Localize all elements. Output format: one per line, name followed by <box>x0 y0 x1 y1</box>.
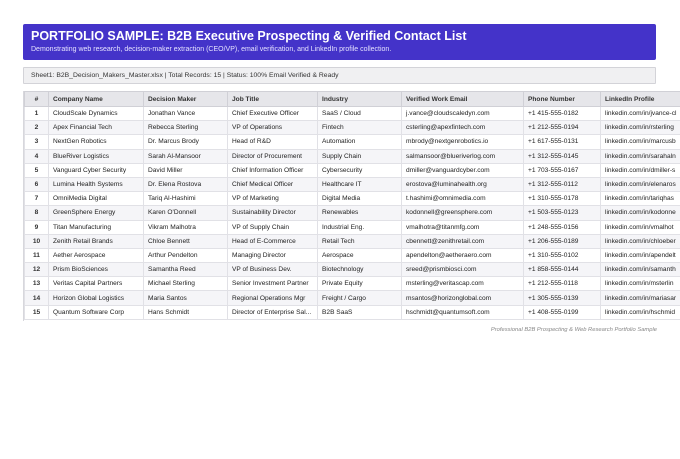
cell-decision-maker[interactable]: Chloe Bennett <box>144 234 228 248</box>
cell-job-title[interactable]: Chief Medical Officer <box>228 177 318 191</box>
cell-row-number[interactable]: 8 <box>25 206 49 220</box>
title-banner <box>23 24 656 60</box>
cell-company-name[interactable]: Veritas Capital Partners <box>49 277 144 291</box>
cell-work-email[interactable]: t.hashimi@omnimedia.com <box>402 192 524 206</box>
cell-phone-number[interactable]: +1 415-555-0182 <box>524 107 601 121</box>
column-header-job-title[interactable]: Job Title <box>228 92 318 107</box>
cell-industry[interactable]: Private Equity <box>318 277 402 291</box>
table-row[interactable] <box>25 149 680 163</box>
cell-row-number[interactable]: 5 <box>25 163 49 177</box>
cell-row-number[interactable]: 9 <box>25 220 49 234</box>
cell-decision-maker[interactable]: Sarah Al-Mansoor <box>144 149 228 163</box>
cell-company-name[interactable]: GreenSphere Energy <box>49 206 144 220</box>
cell-work-email[interactable]: csterling@apexfintech.com <box>402 121 524 135</box>
cell-decision-maker[interactable]: Tariq Al-Hashimi <box>144 192 228 206</box>
cell-decision-maker[interactable]: Michael Sterling <box>144 277 228 291</box>
cell-company-name[interactable]: Titan Manufacturing <box>49 220 144 234</box>
cell-job-title[interactable]: VP of Operations <box>228 121 318 135</box>
cell-phone-number[interactable]: +1 312-555-0112 <box>524 177 601 191</box>
page-title: PORTFOLIO SAMPLE: B2B Executive Prospecting & Verified Contact List <box>31 29 467 43</box>
table-row[interactable] <box>25 248 680 262</box>
cell-linkedin-profile[interactable]: linkedin.com/in/marcusb <box>601 135 680 149</box>
cell-phone-number[interactable]: +1 703-555-0167 <box>524 163 601 177</box>
cell-row-number[interactable]: 3 <box>25 135 49 149</box>
cell-row-number[interactable]: 11 <box>25 248 49 262</box>
table-row[interactable] <box>25 107 680 121</box>
cell-phone-number[interactable]: +1 858-555-0144 <box>524 263 601 277</box>
cell-job-title[interactable]: Head of R&D <box>228 135 318 149</box>
cell-company-name[interactable]: OmniMedia Digital <box>49 192 144 206</box>
contact-table <box>24 91 680 320</box>
cell-phone-number[interactable]: +1 617-555-0131 <box>524 135 601 149</box>
cell-linkedin-profile[interactable]: linkedin.com/in/hschmid <box>601 305 680 319</box>
table-row[interactable] <box>25 305 680 319</box>
table-row[interactable] <box>25 291 680 305</box>
cell-work-email[interactable]: cbennett@zenithretail.com <box>402 234 524 248</box>
cell-company-name[interactable]: Vanguard Cyber Security <box>49 163 144 177</box>
cell-work-email[interactable]: msterling@veritascap.com <box>402 277 524 291</box>
cell-phone-number[interactable]: +1 212-555-0194 <box>524 121 601 135</box>
cell-job-title[interactable]: VP of Marketing <box>228 192 318 206</box>
cell-company-name[interactable]: Zenith Retail Brands <box>49 234 144 248</box>
cell-decision-maker[interactable]: Arthur Pendelton <box>144 248 228 262</box>
column-header-industry[interactable]: Industry <box>318 92 402 107</box>
cell-row-number[interactable]: 2 <box>25 121 49 135</box>
cell-job-title[interactable]: Managing Director <box>228 248 318 262</box>
cell-industry[interactable]: Automation <box>318 135 402 149</box>
cell-company-name[interactable]: Horizon Global Logistics <box>49 291 144 305</box>
cell-decision-maker[interactable]: Jonathan Vance <box>144 107 228 121</box>
table-row[interactable] <box>25 220 680 234</box>
table-body <box>25 107 680 320</box>
cell-linkedin-profile[interactable]: linkedin.com/in/dmiller-s <box>601 163 680 177</box>
cell-industry[interactable]: Freight / Cargo <box>318 291 402 305</box>
cell-work-email[interactable]: salmansoor@blueriverlog.com <box>402 149 524 163</box>
table-row[interactable] <box>25 121 680 135</box>
table-row[interactable] <box>25 277 680 291</box>
cell-company-name[interactable]: CloudScale Dynamics <box>49 107 144 121</box>
cell-phone-number[interactable]: +1 312-555-0145 <box>524 149 601 163</box>
column-header-row-number[interactable]: # <box>25 92 49 107</box>
cell-linkedin-profile[interactable]: linkedin.com/in/mariasar <box>601 291 680 305</box>
page-subtitle: Demonstrating web research, decision-maker extraction (CEO/VP), email verification, and LinkedIn profile collection. <box>31 46 392 53</box>
cell-phone-number[interactable]: +1 206-555-0189 <box>524 234 601 248</box>
cell-decision-maker[interactable]: Samantha Reed <box>144 263 228 277</box>
cell-job-title[interactable]: Senior Investment Partner <box>228 277 318 291</box>
cell-job-title[interactable]: Head of E-Commerce <box>228 234 318 248</box>
cell-work-email[interactable]: hschmidt@quantumsoft.com <box>402 305 524 319</box>
cell-row-number[interactable]: 6 <box>25 177 49 191</box>
cell-industry[interactable]: Digital Media <box>318 192 402 206</box>
cell-company-name[interactable]: Apex Financial Tech <box>49 121 144 135</box>
cell-industry[interactable]: Aerospace <box>318 248 402 262</box>
cell-company-name[interactable]: Lumina Health Systems <box>49 177 144 191</box>
cell-linkedin-profile[interactable]: linkedin.com/in/chloeber <box>601 234 680 248</box>
column-header-company-name[interactable]: Company Name <box>49 92 144 107</box>
cell-decision-maker[interactable]: Dr. Marcus Brody <box>144 135 228 149</box>
cell-work-email[interactable]: apendelton@aetheraero.com <box>402 248 524 262</box>
cell-industry[interactable]: Renewables <box>318 206 402 220</box>
cell-row-number[interactable]: 4 <box>25 149 49 163</box>
cell-decision-maker[interactable]: Hans Schmidt <box>144 305 228 319</box>
table-row[interactable] <box>25 135 680 149</box>
cell-row-number[interactable]: 13 <box>25 277 49 291</box>
cell-work-email[interactable]: mbrody@nextgenrobotics.io <box>402 135 524 149</box>
cell-company-name[interactable]: BlueRiver Logistics <box>49 149 144 163</box>
cell-linkedin-profile[interactable]: linkedin.com/in/msterlin <box>601 277 680 291</box>
cell-industry[interactable]: Biotechnology <box>318 263 402 277</box>
cell-row-number[interactable]: 15 <box>25 305 49 319</box>
cell-job-title[interactable]: Sustainability Director <box>228 206 318 220</box>
cell-industry[interactable]: Retail Tech <box>318 234 402 248</box>
cell-phone-number[interactable]: +1 212-555-0118 <box>524 277 601 291</box>
cell-industry[interactable]: Cybersecurity <box>318 163 402 177</box>
cell-industry[interactable]: B2B SaaS <box>318 305 402 319</box>
cell-decision-maker[interactable]: Maria Santos <box>144 291 228 305</box>
cell-job-title[interactable]: Director of Enterprise Sal... <box>228 305 318 319</box>
cell-linkedin-profile[interactable]: linkedin.com/in/kodonne <box>601 206 680 220</box>
cell-decision-maker[interactable]: Vikram Malhotra <box>144 220 228 234</box>
table-row[interactable] <box>25 163 680 177</box>
cell-linkedin-profile[interactable]: linkedin.com/in/tariqhas <box>601 192 680 206</box>
cell-phone-number[interactable]: +1 503-555-0123 <box>524 206 601 220</box>
table-row[interactable] <box>25 192 680 206</box>
cell-work-email[interactable]: dmiller@vanguardcyber.com <box>402 163 524 177</box>
cell-work-email[interactable]: vmalhotra@titanmfg.com <box>402 220 524 234</box>
cell-job-title[interactable]: VP of Business Dev. <box>228 263 318 277</box>
cell-work-email[interactable]: j.vance@cloudscaledyn.com <box>402 107 524 121</box>
cell-phone-number[interactable]: +1 408-555-0199 <box>524 305 601 319</box>
cell-company-name[interactable]: Quantum Software Corp <box>49 305 144 319</box>
cell-company-name[interactable]: NextGen Robotics <box>49 135 144 149</box>
column-header-linkedin-profile[interactable]: LinkedIn Profile <box>601 92 680 107</box>
cell-linkedin-profile[interactable]: linkedin.com/in/elenaros <box>601 177 680 191</box>
cell-row-number[interactable]: 7 <box>25 192 49 206</box>
contact-table-container[interactable] <box>23 91 680 321</box>
cell-linkedin-profile[interactable]: linkedin.com/in/jvance-cl <box>601 107 680 121</box>
cell-linkedin-profile[interactable]: linkedin.com/in/sarahaln <box>601 149 680 163</box>
footer-note: Professional B2B Prospecting & Web Research Portfolio Sample <box>490 327 657 333</box>
cell-industry[interactable]: SaaS / Cloud <box>318 107 402 121</box>
cell-phone-number[interactable]: +1 248-555-0156 <box>524 220 601 234</box>
cell-industry[interactable]: Fintech <box>318 121 402 135</box>
cell-phone-number[interactable]: +1 310-555-0102 <box>524 248 601 262</box>
cell-industry[interactable]: Industrial Eng. <box>318 220 402 234</box>
cell-row-number[interactable]: 10 <box>25 234 49 248</box>
table-row[interactable] <box>25 206 680 220</box>
column-header-decision-maker[interactable]: Decision Maker <box>144 92 228 107</box>
cell-phone-number[interactable]: +1 310-555-0178 <box>524 192 601 206</box>
cell-job-title[interactable]: Chief Information Officer <box>228 163 318 177</box>
table-row[interactable] <box>25 177 680 191</box>
table-header-row <box>25 92 680 107</box>
cell-decision-maker[interactable]: David Miller <box>144 163 228 177</box>
cell-work-email[interactable]: kodonnell@greensphere.com <box>402 206 524 220</box>
cell-job-title[interactable]: Regional Operations Mgr <box>228 291 318 305</box>
cell-linkedin-profile[interactable]: linkedin.com/in/rsterling <box>601 121 680 135</box>
cell-work-email[interactable]: msantos@horizonglobal.com <box>402 291 524 305</box>
cell-decision-maker[interactable]: Karen O'Donnell <box>144 206 228 220</box>
cell-linkedin-profile[interactable]: linkedin.com/in/vmalhot <box>601 220 680 234</box>
cell-work-email[interactable]: erostova@luminahealth.org <box>402 177 524 191</box>
cell-phone-number[interactable]: +1 305-555-0139 <box>524 291 601 305</box>
cell-job-title[interactable]: VP of Supply Chain <box>228 220 318 234</box>
table-row[interactable] <box>25 263 680 277</box>
cell-linkedin-profile[interactable]: linkedin.com/in/samanth <box>601 263 680 277</box>
table-row[interactable] <box>25 234 680 248</box>
cell-row-number[interactable]: 1 <box>25 107 49 121</box>
cell-linkedin-profile[interactable]: linkedin.com/in/apendelt <box>601 248 680 262</box>
cell-row-number[interactable]: 12 <box>25 263 49 277</box>
cell-industry[interactable]: Healthcare IT <box>318 177 402 191</box>
cell-decision-maker[interactable]: Dr. Elena Rostova <box>144 177 228 191</box>
cell-work-email[interactable]: sreed@prismbiosci.com <box>402 263 524 277</box>
cell-company-name[interactable]: Prism BioSciences <box>49 263 144 277</box>
cell-job-title[interactable]: Chief Executive Officer <box>228 107 318 121</box>
cell-job-title[interactable]: Director of Procurement <box>228 149 318 163</box>
cell-row-number[interactable]: 14 <box>25 291 49 305</box>
sheet-status-bar: Sheet1: B2B_Decision_Makers_Master.xlsx | Total Records: 15 | Status: 100% Email Verified & Ready <box>23 67 656 84</box>
cell-decision-maker[interactable]: Rebecca Sterling <box>144 121 228 135</box>
cell-industry[interactable]: Supply Chain <box>318 149 402 163</box>
cell-company-name[interactable]: Aether Aerospace <box>49 248 144 262</box>
column-header-work-email[interactable]: Verified Work Email <box>402 92 524 107</box>
column-header-phone-number[interactable]: Phone Number <box>524 92 601 107</box>
